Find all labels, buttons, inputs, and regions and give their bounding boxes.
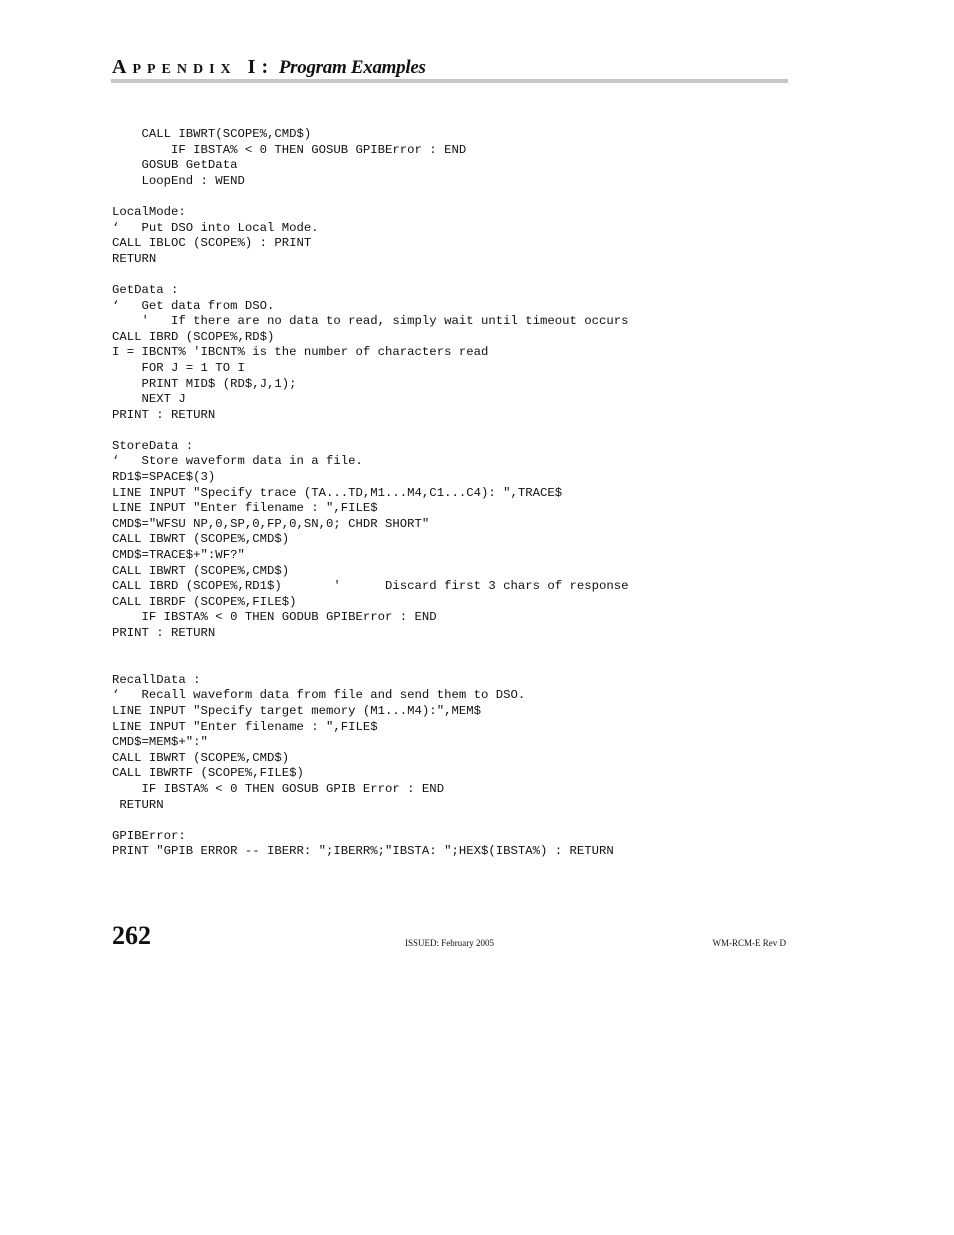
code-line xyxy=(112,267,629,283)
code-line: CMD$=TRACE$+":WF?" xyxy=(112,548,245,563)
code-line: CALL IBWRT (SCOPE%,CMD$) xyxy=(112,563,290,578)
code-line: CALL IBRD (SCOPE%,RD$) xyxy=(112,329,275,344)
header-rule xyxy=(111,79,788,83)
code-line: RETURN xyxy=(112,251,157,266)
code-line: LINE INPUT "Specify target memory (M1...M4):",MEM$ xyxy=(112,703,481,718)
code-line: FOR J = 1 TO I xyxy=(112,360,245,375)
code-line: LINE INPUT "Enter filename : ",FILE$ xyxy=(112,501,378,516)
code-line: CMD$="WFSU NP,0,SP,0,FP,0,SN,0; CHDR SHORT" xyxy=(112,516,430,531)
code-line: ‘ Put DSO into Local Mode. xyxy=(112,220,319,235)
section-title: Program Examples xyxy=(278,57,426,78)
code-listing xyxy=(112,127,629,860)
page-number: 262 xyxy=(112,921,151,950)
code-line: CALL IBRD (SCOPE%,RD1$) ' Discard first 3 chars of response xyxy=(112,579,629,594)
code-line: CMD$=MEM$+":" xyxy=(112,735,208,750)
issued-date: ISSUED: February 2005 xyxy=(405,938,494,948)
code-line xyxy=(112,657,629,673)
code-line: ‘ Recall waveform data from file and send them to DSO. xyxy=(112,688,526,703)
code-line: CALL IBWRTF (SCOPE%,FILE$) xyxy=(112,766,304,781)
code-line: ‘ Get data from DSO. xyxy=(112,298,275,313)
code-line xyxy=(112,189,629,205)
code-line: PRINT "GPIB ERROR -- IBERR: ";IBERR%;"IBSTA: ";HEX$(IBSTA%) : RETURN xyxy=(112,844,614,859)
code-line: RecallData : xyxy=(112,672,201,687)
code-line xyxy=(112,813,629,829)
code-line xyxy=(112,423,629,439)
code-line: IF IBSTA% < 0 THEN GOSUB GPIBError : END xyxy=(112,142,467,157)
appendix-label: Appendix I: xyxy=(112,56,275,78)
code-line: CALL IBWRT (SCOPE%,CMD$) xyxy=(112,532,290,547)
code-line: LINE INPUT "Specify trace (TA...TD,M1...M4,C1...C4): ",TRACE$ xyxy=(112,485,563,500)
code-line: ' If there are no data to read, simply wait until timeout occurs xyxy=(112,314,629,329)
code-line: LINE INPUT "Enter filename : ",FILE$ xyxy=(112,719,378,734)
code-line: RETURN xyxy=(112,797,164,812)
code-line: GetData : xyxy=(112,282,179,297)
code-line: RD1$=SPACE$(3) xyxy=(112,470,216,485)
code-line: PRINT : RETURN xyxy=(112,407,216,422)
code-line: PRINT MID$ (RD$,J,1); xyxy=(112,376,297,391)
code-line: StoreData : xyxy=(112,438,194,453)
code-line: CALL IBRDF (SCOPE%,FILE$) xyxy=(112,594,297,609)
code-line: PRINT : RETURN xyxy=(112,626,216,640)
header-line xyxy=(112,55,788,80)
code-line xyxy=(112,642,629,658)
code-line: CALL IBWRT(SCOPE%,CMD$) xyxy=(112,127,312,141)
code-line: LoopEnd : WEND xyxy=(112,173,245,188)
code-line: LocalMode: xyxy=(112,204,186,219)
page-header xyxy=(112,55,788,80)
code-line: IF IBSTA% < 0 THEN GOSUB GPIB Error : END xyxy=(112,781,445,796)
code-line: NEXT J xyxy=(112,392,186,407)
code-line: GOSUB GetData xyxy=(112,158,238,173)
code-line: CALL IBLOC (SCOPE%) : PRINT xyxy=(112,236,312,251)
code-line: GPIBError: xyxy=(112,828,186,843)
code-line: I = IBCNT% 'IBCNT% is the number of characters read xyxy=(112,345,489,360)
code-line: CALL IBWRT (SCOPE%,CMD$) xyxy=(112,750,290,765)
code-line: IF IBSTA% < 0 THEN GODUB GPIBError : END xyxy=(112,610,437,625)
code-line: ‘ Store waveform data in a file. xyxy=(112,454,363,469)
document-id: WM-RCM-E Rev D xyxy=(712,938,786,948)
